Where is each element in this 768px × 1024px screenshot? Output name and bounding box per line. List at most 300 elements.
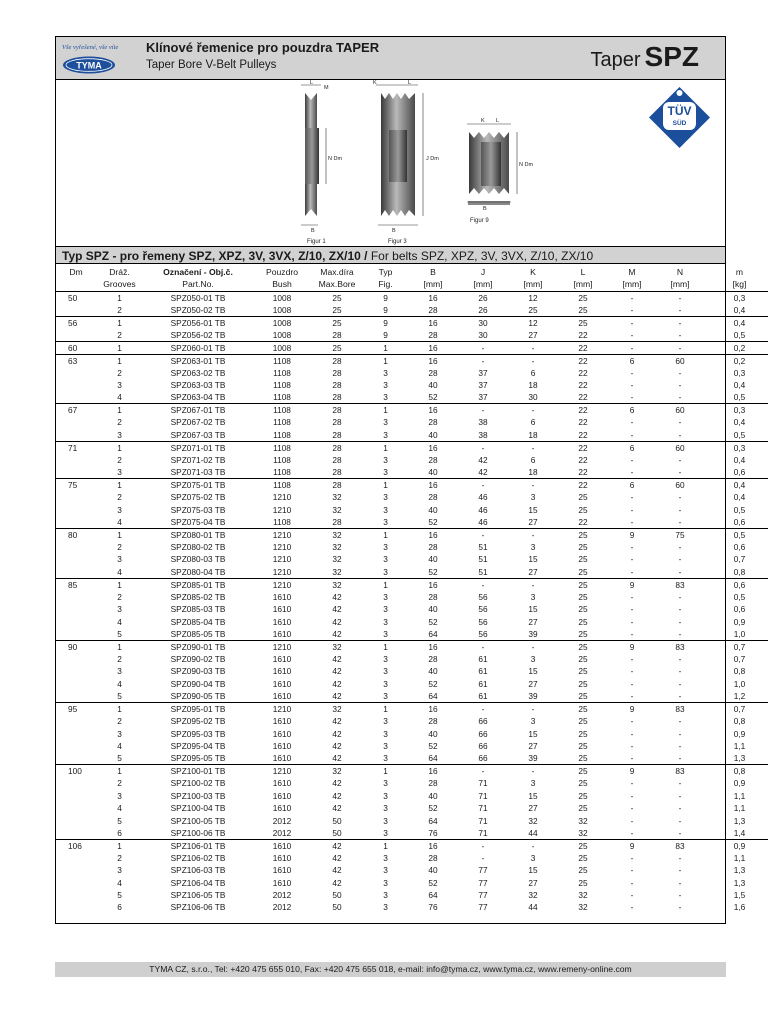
table-cell: 83 (656, 702, 704, 715)
table-cell: 3 (383, 392, 388, 403)
table-cell: 0,4 (704, 316, 768, 329)
table-cell: 76 (428, 902, 438, 913)
table-cell: 16 (408, 765, 458, 778)
pulley-table-body (56, 291, 768, 914)
table-cell: 77 (478, 902, 488, 913)
table-cell: - (630, 716, 634, 727)
table-cell: 25 (558, 702, 608, 715)
cell-dm: 85 (56, 578, 96, 591)
table-cell: 3 (383, 516, 388, 527)
table-cell: 0,9 (733, 616, 746, 627)
table-cell: - (656, 291, 704, 304)
table-cell: 27 (528, 516, 538, 527)
table-cell: 28 (428, 329, 438, 340)
cell-dm (56, 416, 96, 428)
table-cell: - (608, 341, 656, 354)
cell-dm (56, 553, 96, 565)
cell-dm (56, 466, 96, 479)
table-cell: 83 (656, 839, 704, 852)
col-l: L (580, 266, 586, 277)
table-cell: 1108 (273, 380, 291, 391)
cell-dm (56, 901, 96, 913)
table-cell: 42 (332, 790, 342, 801)
table-cell: 0,3 (704, 404, 768, 417)
table-cell: - (678, 653, 682, 664)
table-row (56, 814, 768, 826)
table-cell: 18 (528, 429, 538, 440)
table-cell: 1 (96, 702, 143, 715)
table-cell: 16 (408, 291, 458, 304)
cell-dm (56, 752, 96, 765)
cell-dm: 63 (56, 354, 96, 367)
table-cell: - (458, 341, 508, 354)
table-cell: 42 (332, 666, 342, 677)
table-cell: 56 (478, 604, 488, 615)
table-cell: 1 (363, 765, 408, 778)
table-cell: 26 (458, 291, 508, 304)
table-cell: 28 (428, 653, 438, 664)
cell-dm: 50 (56, 291, 96, 304)
table-cell: - (508, 528, 558, 541)
table-cell: 25 (558, 316, 608, 329)
title-english: Taper Bore V-Belt Pulleys (146, 59, 277, 71)
table-cell: 28 (332, 467, 342, 478)
table-cell: 1108 (273, 516, 291, 527)
table-cell: 2 (117, 653, 122, 664)
col-mass: m (735, 266, 744, 277)
table-cell: 28 (332, 380, 342, 391)
table-cell: 3 (383, 827, 388, 838)
table-cell: - (678, 815, 682, 826)
table-row (56, 466, 768, 479)
table-cell: 0,3 (733, 367, 746, 378)
table-cell: 50 (332, 890, 342, 901)
table-cell: 4 (117, 392, 122, 403)
table-cell: 25 (528, 304, 538, 315)
table-cell: 56 (478, 591, 488, 602)
table-cell: - (458, 404, 508, 417)
table-cell: 51 (478, 566, 488, 577)
table-cell: 1 (96, 839, 143, 852)
table-cell: 15 (528, 666, 538, 677)
figure-3-dim-l: L (408, 80, 412, 86)
table-cell: 1610 (272, 728, 292, 739)
table-cell: 1 (96, 528, 143, 541)
table-cell: 25 (558, 528, 608, 541)
table-cell: 25 (578, 492, 588, 503)
table-cell: 6 (608, 479, 656, 492)
table-cell: 56 (478, 628, 488, 639)
table-cell: 2 (117, 492, 122, 503)
cell-dm (56, 429, 96, 442)
table-cell: 28 (332, 367, 342, 378)
table-cell: 18 (528, 380, 538, 391)
table-cell: 12 (508, 291, 558, 304)
cell-dm (56, 876, 96, 888)
table-row (56, 827, 768, 840)
table-cell: 51 (478, 554, 488, 565)
table-cell: 66 (478, 740, 488, 751)
figure-3-dim-k: K (373, 80, 377, 86)
table-cell: 28 (332, 417, 342, 428)
table-cell: 1,0 (733, 678, 746, 689)
table-cell: 25 (578, 566, 588, 577)
table-cell: - (630, 877, 634, 888)
logo-text: TYMA (76, 60, 102, 71)
cell-dm: 75 (56, 479, 96, 492)
table-cell: 27 (528, 616, 538, 627)
table-cell: 0,6 (733, 467, 746, 478)
table-cell: - (678, 304, 682, 315)
table-cell: 22 (578, 380, 588, 391)
table-cell: 46 (478, 504, 488, 515)
col-grooves: Dráž. (109, 266, 130, 277)
cell-dm (56, 628, 96, 641)
table-cell: 1008 (253, 341, 311, 354)
table-cell: 0,7 (733, 653, 746, 664)
table-cell: - (630, 604, 634, 615)
table-cell: SPZ090-03 TB (170, 666, 226, 677)
table-cell: 25 (578, 716, 588, 727)
tyma-logo (59, 40, 119, 76)
table-cell: 15 (528, 865, 538, 876)
table-cell: 42 (332, 778, 342, 789)
table-cell: SPZ100-03 TB (170, 790, 226, 801)
table-cell: 37 (478, 367, 488, 378)
table-cell: 1210 (253, 578, 311, 591)
table-cell: 1610 (272, 778, 292, 789)
table-cell: 6 (117, 827, 122, 838)
figure-1-dim-b: B (311, 228, 315, 234)
table-cell: 1210 (272, 504, 292, 515)
table-cell: 64 (428, 690, 438, 701)
table-cell: 3 (117, 467, 122, 478)
table-cell: - (678, 877, 682, 888)
table-cell: 3 (117, 666, 122, 677)
table-row (56, 715, 768, 727)
cell-dm: 60 (56, 341, 96, 354)
table-cell: 28 (428, 591, 438, 602)
col-m: M (628, 266, 636, 277)
figure-1-dim-l: L (310, 80, 314, 86)
table-cell: 27 (528, 740, 538, 751)
table-cell: 66 (478, 753, 488, 764)
table-row (56, 690, 768, 703)
cell-dm: 100 (56, 765, 96, 778)
table-cell: 15 (528, 504, 538, 515)
table-cell: 32 (332, 554, 342, 565)
table-cell: SPZ090-04 TB (170, 678, 226, 689)
table-cell: 40 (428, 666, 438, 677)
table-cell: - (678, 492, 682, 503)
table-cell: 3 (383, 380, 388, 391)
table-cell: 0,7 (704, 702, 768, 715)
table-cell: - (630, 628, 634, 639)
table-cell: 0,9 (704, 839, 768, 852)
table-cell: 71 (478, 827, 488, 838)
table-cell: 42 (332, 753, 342, 764)
table-cell: 16 (408, 341, 458, 354)
table-cell: 39 (528, 690, 538, 701)
table-cell: SPZ063-01 TB (143, 354, 253, 367)
figure-9-drawing (467, 118, 533, 224)
table-cell: 32 (578, 815, 588, 826)
table-cell: 1108 (253, 404, 311, 417)
table-cell: 42 (332, 591, 342, 602)
table-cell: 22 (558, 354, 608, 367)
table-cell: 37 (478, 392, 488, 403)
table-row (56, 740, 768, 752)
table-cell: 25 (578, 591, 588, 602)
table-cell: 28 (428, 542, 438, 553)
table-cell: 1 (96, 765, 143, 778)
cell-dm (56, 852, 96, 864)
table-cell: - (508, 404, 558, 417)
table-cell: SPZ071-03 TB (170, 467, 226, 478)
table-cell: - (630, 591, 634, 602)
cell-dm: 90 (56, 640, 96, 653)
table-cell: 32 (311, 578, 363, 591)
table-cell: 2012 (272, 890, 292, 901)
cell-dm: 106 (56, 839, 96, 852)
table-cell: 3 (530, 591, 536, 602)
table-cell: 1210 (272, 554, 292, 565)
product-type-lead: Taper (590, 49, 641, 71)
cell-dm: 71 (56, 441, 96, 454)
table-cell: 0,9 (733, 778, 746, 789)
table-row (56, 341, 768, 354)
table-cell: 1,1 (733, 790, 746, 801)
table-cell: - (630, 865, 634, 876)
table-cell: 1108 (253, 354, 311, 367)
table-cell: 28 (428, 852, 438, 863)
table-cell: 1210 (253, 640, 311, 653)
table-cell: - (458, 528, 508, 541)
table-cell: 1 (96, 640, 143, 653)
table-cell: SPZ080-04 TB (170, 566, 226, 577)
table-cell: 6 (608, 404, 656, 417)
table-cell: - (458, 354, 508, 367)
table-row (56, 316, 768, 329)
col-dm-sub (56, 278, 96, 291)
table-row (56, 454, 768, 466)
table-cell: 25 (578, 753, 588, 764)
table-cell: 0,4 (733, 304, 746, 315)
table-cell: SPZ071-02 TB (170, 454, 226, 465)
table-cell: SPZ060-01 TB (143, 341, 253, 354)
table-cell: SPZ075-02 TB (170, 492, 226, 503)
col-j: J (480, 266, 486, 277)
table-cell: - (630, 380, 634, 391)
table-cell: 1108 (273, 417, 291, 428)
table-cell: - (678, 690, 682, 701)
table-cell: 25 (558, 640, 608, 653)
table-row (56, 304, 768, 317)
table-cell: 9 (383, 329, 388, 340)
table-cell: 39 (528, 628, 538, 639)
title-czech: Klínové řemenice pro pouzdra TAPER (146, 40, 380, 55)
table-cell: 3 (117, 554, 122, 565)
table-header-row-en (56, 278, 768, 291)
table-cell: 3 (383, 467, 388, 478)
table-cell: 28 (311, 404, 363, 417)
table-cell: - (630, 740, 634, 751)
cell-dm (56, 814, 96, 826)
table-cell: - (678, 467, 682, 478)
table-cell: 40 (428, 865, 438, 876)
table-cell: 25 (578, 554, 588, 565)
table-row (56, 665, 768, 677)
table-cell: 0,4 (733, 454, 746, 465)
figure-3-dim-b: B (392, 228, 396, 234)
table-cell: SPZ090-01 TB (143, 640, 253, 653)
table-cell: 26 (478, 304, 488, 315)
table-cell: 28 (332, 429, 342, 440)
table-cell: 0,8 (733, 566, 746, 577)
table-cell: SPZ080-01 TB (143, 528, 253, 541)
table-cell: - (630, 392, 634, 403)
table-cell: 3 (383, 666, 388, 677)
table-cell: 3 (383, 815, 388, 826)
pulley-table-wrapper (56, 265, 747, 914)
table-cell: - (678, 504, 682, 515)
table-cell: 1 (363, 578, 408, 591)
table-cell: 28 (428, 304, 438, 315)
table-cell: 66 (478, 716, 488, 727)
table-cell: 25 (578, 653, 588, 664)
table-cell: 25 (578, 666, 588, 677)
col-b-unit: [mm] (408, 278, 458, 291)
cell-dm: 95 (56, 702, 96, 715)
table-cell: 1610 (272, 865, 292, 876)
table-cell: 28 (332, 329, 342, 340)
table-cell: 44 (528, 827, 538, 838)
table-cell: 3 (383, 542, 388, 553)
table-cell: 25 (578, 690, 588, 701)
table-cell: 15 (528, 728, 538, 739)
table-cell: 42 (478, 454, 488, 465)
table-cell: - (678, 740, 682, 751)
table-cell: 3 (383, 865, 388, 876)
cell-dm (56, 379, 96, 391)
table-cell: SPZ100-06 TB (170, 827, 226, 838)
table-cell: 46 (478, 492, 488, 503)
table-cell: 3 (383, 653, 388, 664)
table-cell: SPZ106-04 TB (170, 877, 226, 888)
table-cell: 46 (478, 516, 488, 527)
table-cell: 1610 (272, 616, 292, 627)
cell-dm: 67 (56, 404, 96, 417)
table-cell: 27 (528, 877, 538, 888)
table-cell: SPZ106-06 TB (170, 902, 226, 913)
table-cell: - (678, 790, 682, 801)
table-cell: 1 (363, 341, 408, 354)
table-cell: - (678, 566, 682, 577)
col-n: N (676, 266, 684, 277)
table-cell: 32 (332, 566, 342, 577)
table-cell: 40 (428, 554, 438, 565)
table-cell: - (630, 542, 634, 553)
table-cell: 25 (578, 604, 588, 615)
table-cell: 1610 (272, 803, 292, 814)
table-cell: 1 (96, 404, 143, 417)
table-cell: - (656, 341, 704, 354)
table-cell: 0,2 (704, 354, 768, 367)
table-cell: 1610 (272, 790, 292, 801)
table-cell: 3 (383, 890, 388, 901)
table-cell: 0,3 (704, 291, 768, 304)
table-cell: 3 (383, 740, 388, 751)
table-cell: 38 (478, 429, 488, 440)
table-cell: 0,5 (733, 429, 746, 440)
table-cell: 1108 (273, 429, 291, 440)
table-cell: 3 (383, 753, 388, 764)
table-cell: 15 (528, 790, 538, 801)
table-cell: SPZ100-02 TB (170, 778, 226, 789)
table-cell: 3 (383, 728, 388, 739)
table-cell: - (630, 753, 634, 764)
col-m-unit: [mm] (608, 278, 656, 291)
cell-dm: 56 (56, 316, 96, 329)
table-cell: 1108 (253, 479, 311, 492)
table-cell: - (678, 516, 682, 527)
table-cell: 6 (608, 354, 656, 367)
table-cell: - (458, 479, 508, 492)
cell-dm (56, 889, 96, 901)
cell-dm (56, 615, 96, 627)
table-cell: - (630, 454, 634, 465)
table-cell: - (678, 329, 682, 340)
table-cell: - (630, 467, 634, 478)
table-cell: 42 (332, 877, 342, 888)
table-row (56, 628, 768, 641)
table-cell: 1,3 (733, 877, 746, 888)
table-cell: 1 (363, 702, 408, 715)
figure-1-drawing (301, 80, 342, 245)
table-cell: 60 (656, 404, 704, 417)
table-cell: 1 (363, 528, 408, 541)
table-cell: 3 (383, 803, 388, 814)
col-fig: Typ (378, 266, 393, 277)
table-cell: 2012 (272, 815, 292, 826)
table-row (56, 727, 768, 739)
table-cell: 3 (383, 429, 388, 440)
col-fig-sub: Fig. (363, 278, 408, 291)
table-cell: 22 (578, 329, 588, 340)
table-cell: - (630, 616, 634, 627)
table-cell: SPZ063-03 TB (170, 380, 226, 391)
table-cell: - (630, 890, 634, 901)
table-cell: 3 (383, 790, 388, 801)
table-cell: 9 (363, 291, 408, 304)
cell-dm (56, 690, 96, 703)
table-cell: 22 (578, 392, 588, 403)
col-bush-sub: Bush (253, 278, 311, 291)
table-cell: 64 (428, 890, 438, 901)
table-cell: 27 (528, 803, 538, 814)
table-row (56, 441, 768, 454)
table-cell: 42 (332, 653, 342, 664)
cell-dm (56, 391, 96, 404)
table-cell: 4 (117, 516, 122, 527)
figure-9-dim-b: B (483, 206, 487, 212)
table-cell: 3 (383, 778, 388, 789)
table-cell: 0,5 (733, 504, 746, 515)
table-cell: - (458, 441, 508, 454)
table-cell: - (630, 666, 634, 677)
cell-dm (56, 715, 96, 727)
table-cell: 4 (117, 877, 122, 888)
